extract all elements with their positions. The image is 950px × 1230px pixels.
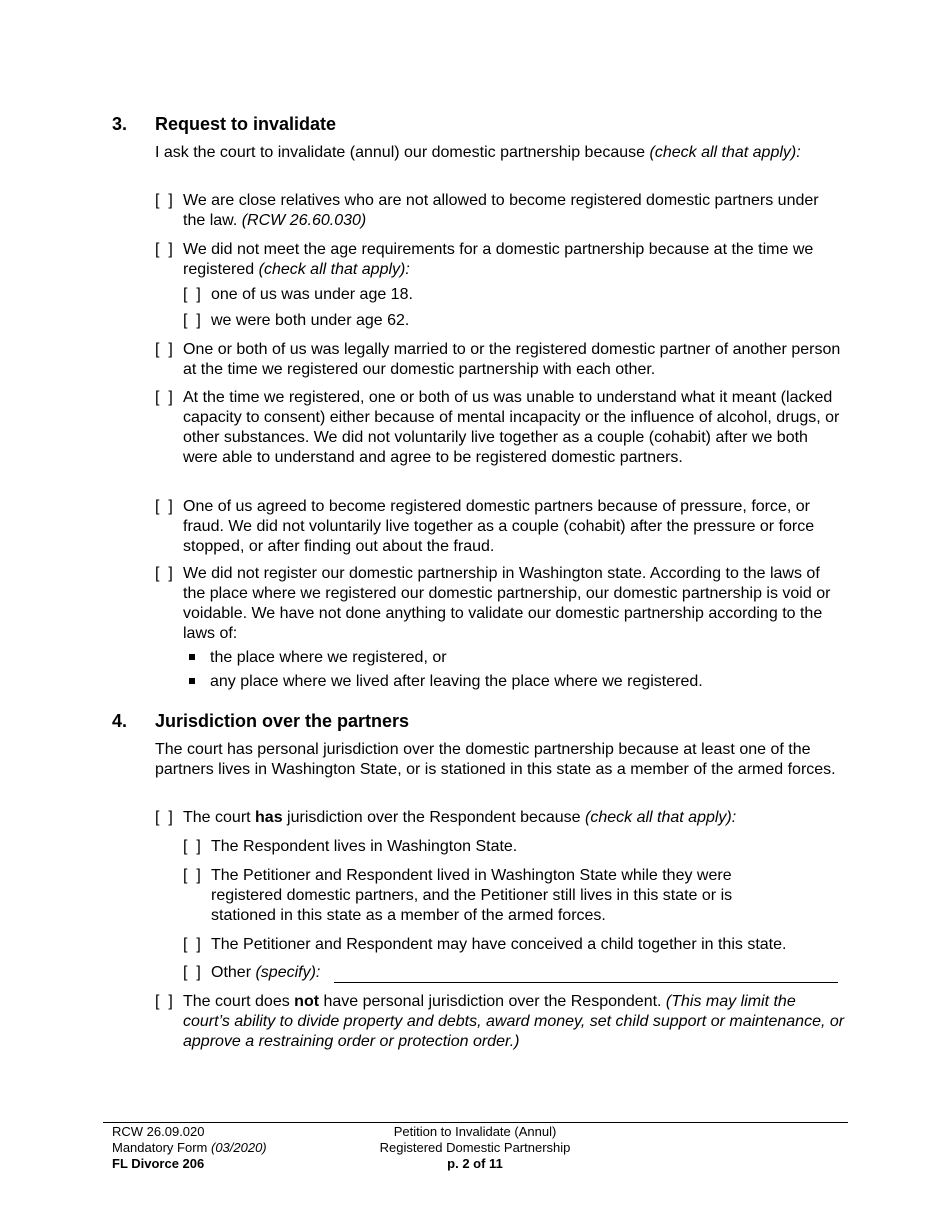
checkbox[interactable]: [ ] [155,389,173,406]
checkbox[interactable]: [ ] [183,286,201,303]
section-4-intro: The court has personal jurisdiction over the domestic partnership because at least one of the partners lives in Washington State, or is stationed in this state as a member of the armed forces. [155,741,836,778]
footer-divider [103,1122,848,1123]
other-specify-field[interactable] [334,982,838,983]
checkbox[interactable]: [ ] [183,936,201,953]
footer-title-1: Petition to Invalidate (Annul) [393,1124,557,1139]
checkbox[interactable]: [ ] [155,498,173,515]
checkbox[interactable]: [ ] [183,867,201,884]
footer-rcw: RCW 26.09.020 [112,1124,205,1139]
checkbox[interactable]: [ ] [155,341,173,358]
checkbox[interactable]: [ ] [183,964,201,981]
footer-title-2: Registered Domestic Partnership [379,1140,571,1155]
checkbox[interactable]: [ ] [155,809,173,826]
section-4-title: Jurisdiction over the partners [155,711,410,731]
section-3-title: Request to invalidate [155,114,337,134]
checkbox[interactable]: [ ] [183,838,201,855]
bullet-item: the place where we registered, or [210,649,447,666]
footer-mandatory: Mandatory Form (03/2020) [112,1140,267,1155]
footer-form-id: FL Divorce 206 [112,1156,205,1171]
section-4-number: 4. [112,711,128,731]
checkbox[interactable]: [ ] [155,565,173,582]
footer-left [112,1124,267,1172]
footer-center [325,1124,625,1172]
checkbox[interactable]: [ ] [155,241,173,258]
checkbox[interactable]: [ ] [155,192,173,209]
bullet-marker [189,654,195,660]
section-3-intro: I ask the court to invalidate (annul) our domestic partnership because (check all that apply): [155,144,801,161]
bullet-item: any place where we lived after leaving the place where we registered. [210,673,703,690]
section-3-number: 3. [112,114,128,134]
bullet-marker [189,678,195,684]
footer-page-number: p. 2 of 11 [447,1156,503,1171]
checkbox[interactable]: [ ] [183,312,201,329]
checkbox[interactable]: [ ] [155,993,173,1010]
